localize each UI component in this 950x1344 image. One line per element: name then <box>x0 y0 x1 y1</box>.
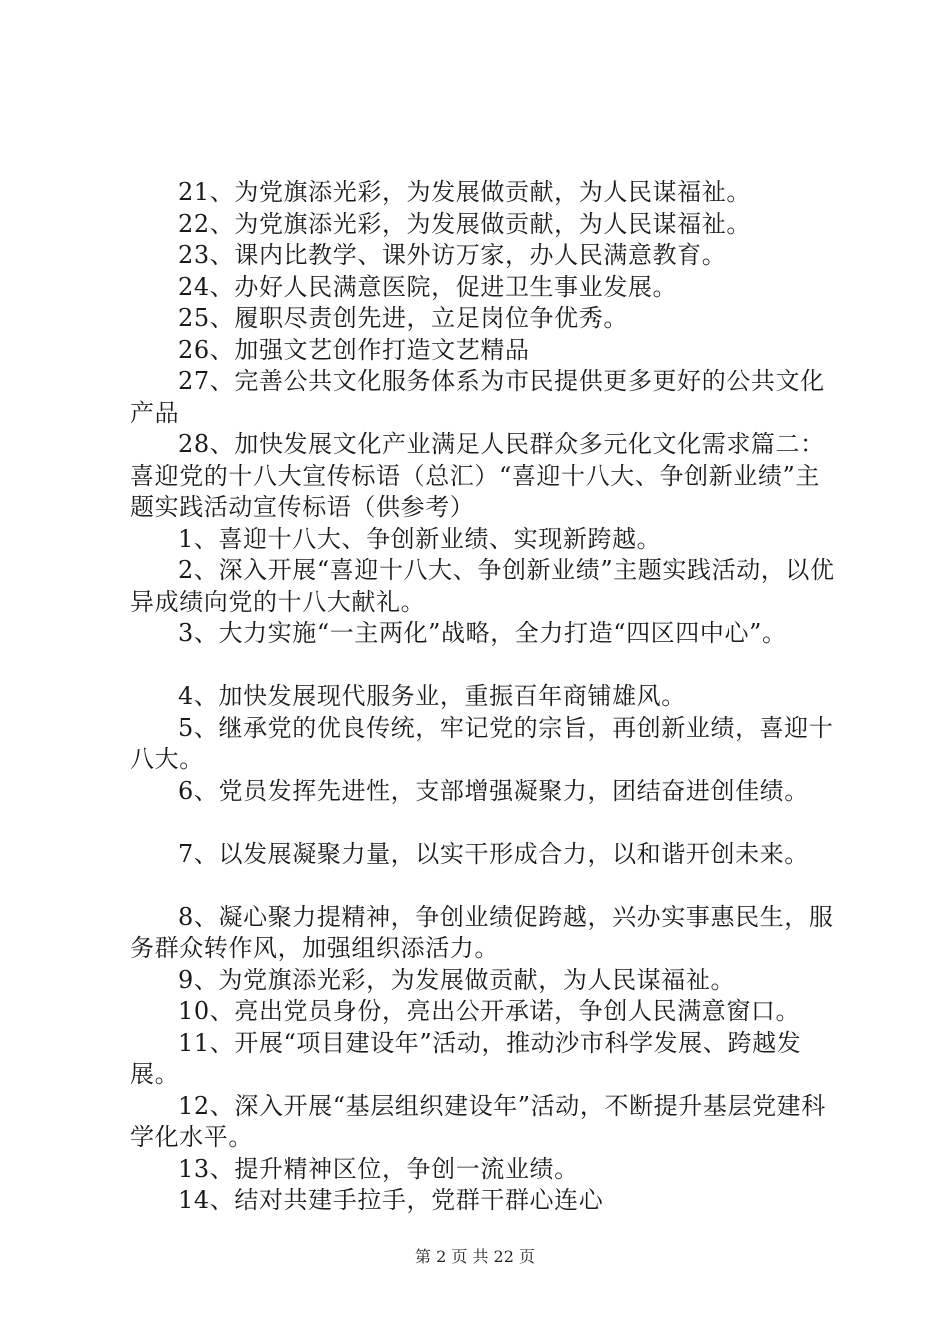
paragraph: 6、党员发挥先进性，支部增强凝聚力，团结奋进创佳绩。 <box>178 776 809 805</box>
paragraph: 28、加快发展文化产业满足人民群众多元化文化需求篇二：喜迎党的十八大宣传标语（总汇）“喜迎十八大、争创新业绩”主题实践活动宣传标语（供参考） <box>130 430 825 521</box>
blank-line <box>130 650 835 682</box>
blank-line <box>130 870 835 902</box>
document-body <box>130 177 835 1217</box>
paragraph: 23、课内比教学、课外访万家，办人民满意教育。 <box>178 241 727 269</box>
paragraph: 8、凝心聚力提精神，争创业绩促跨越，兴办实事惠民生，服务群众转作风，加强组织添活力。 <box>130 902 834 962</box>
paragraph: 22、为党旗添光彩，为发展做贡献，为人民谋福祉。 <box>178 209 751 238</box>
paragraph: 7、以发展凝聚力量，以实干形成合力，以和谐开创未来。 <box>178 839 809 868</box>
paragraph: 1、喜迎十八大、争创新业绩、实现新跨越。 <box>178 524 662 553</box>
paragraph: 3、大力实施“一主两化”战略，全力打造“四区四中心”。 <box>178 619 787 647</box>
paragraph: 25、履职尽责创先进，立足岗位争优秀。 <box>178 304 628 332</box>
paragraph: 13、提升精神区位，争创一流业绩。 <box>178 1154 579 1183</box>
paragraph: 11、开展“项目建设年”活动，推动沙市科学发展、跨越发展。 <box>130 1028 802 1088</box>
paragraph: 27、完善公共文化服务体系为市民提供更多更好的公共文化产品 <box>130 367 825 427</box>
paragraph: 21、为党旗添光彩，为发展做贡献，为人民谋福祉。 <box>178 178 751 206</box>
paragraph: 9、为党旗添光彩，为发展做贡献，为人民谋福祉。 <box>178 965 736 994</box>
paragraph: 14、结对共建手拉手，党群干群心连心 <box>178 1186 604 1214</box>
paragraph: 4、加快发展现代服务业，重振百年商铺雄风。 <box>178 682 686 710</box>
paragraph: 2、深入开展“喜迎十八大、争创新业绩”主题实践活动，以优异成绩向党的十八大献礼。 <box>130 556 835 616</box>
paragraph: 24、办好人民满意医院，促进卫生事业发展。 <box>178 272 678 301</box>
paragraph: 10、亮出党员身份，亮出公开承诺，争创人民满意窗口。 <box>178 997 801 1025</box>
blank-line <box>130 807 835 839</box>
paragraph: 5、继承党的优良传统，牢记党的宗旨，再创新业绩，喜迎十八大。 <box>130 713 834 773</box>
paragraph: 26、加强文艺创作打造文艺精品 <box>178 335 530 364</box>
paragraph: 12、深入开展“基层组织建设年”活动，不断提升基层党建科学化水平。 <box>130 1091 826 1151</box>
page-number-footer: 第 2 页 共 22 页 <box>415 1247 535 1266</box>
